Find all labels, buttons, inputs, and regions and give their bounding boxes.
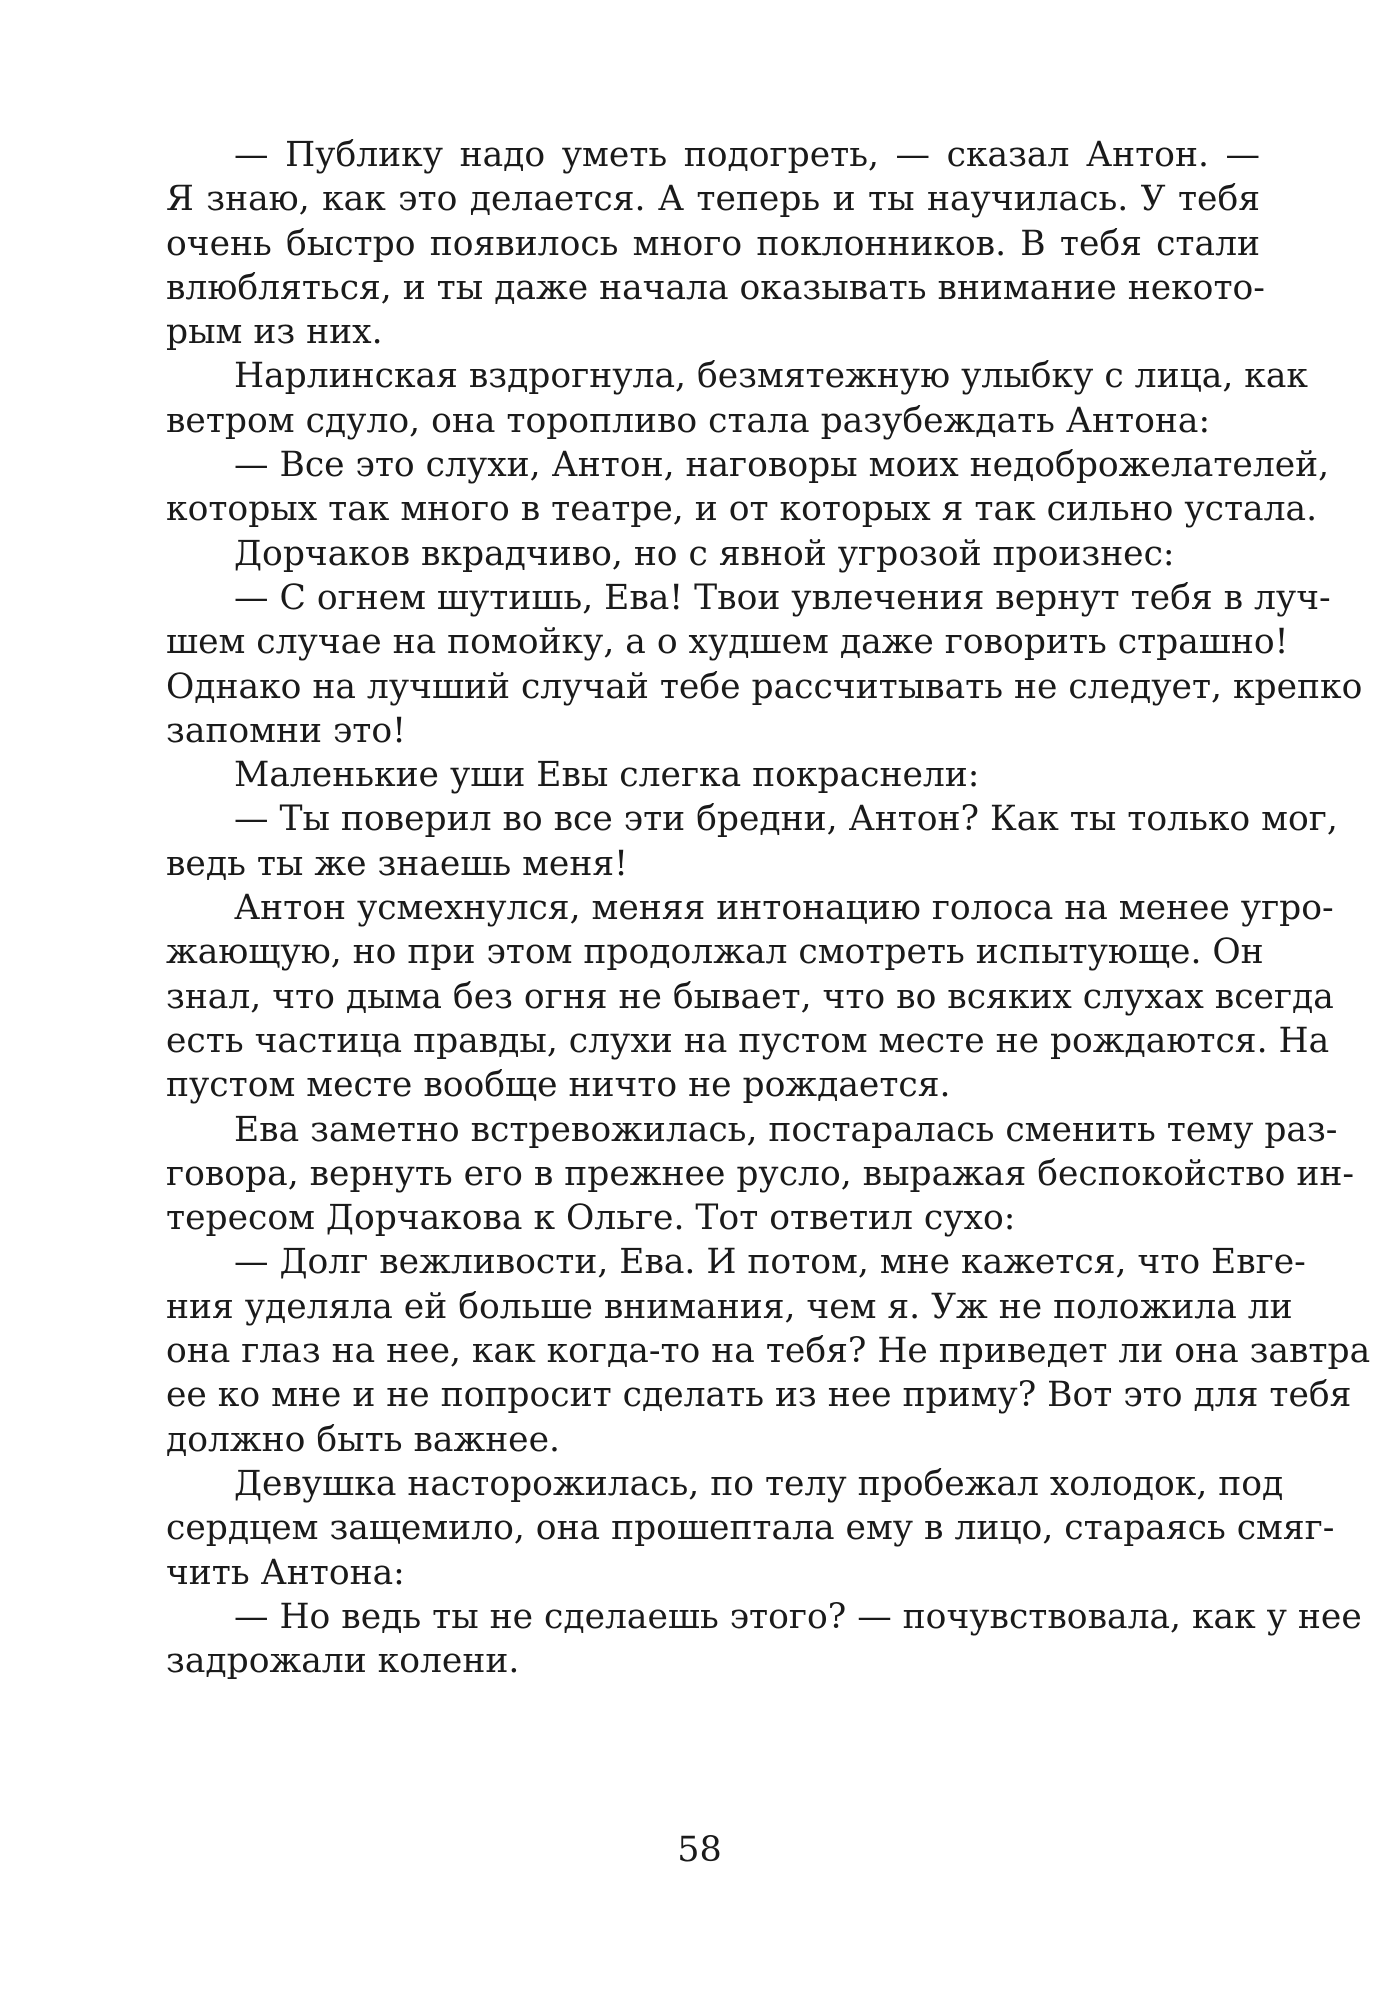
text-line: — С огнем шутишь, Ева! Твои увлечения вернут тебя в луч- (234, 577, 1331, 618)
text-line: рым из них. (166, 312, 383, 353)
text-line: жающую, но при этом продолжал смотреть испытующе. Он (166, 932, 1264, 973)
text-line: очень быстро появилось много поклонников. В тебя стали (166, 223, 1260, 264)
text-line: запомни это! (166, 710, 406, 751)
text-line: Нарлинская вздрогнула, безмятежную улыбку с лица, как (234, 356, 1308, 397)
text-line: говора, вернуть его в прежнее русло, выражая беспокойство ин- (166, 1153, 1355, 1194)
text-line: шем случае на помойку, а о худшем даже говорить страшно! (166, 622, 1289, 663)
text-line: должно быть важнее. (166, 1419, 560, 1460)
text-line: Ева заметно встревожилась, постаралась сменить тему раз- (234, 1109, 1338, 1150)
text-line: ветром сдуло, она торопливо стала разубеждать Антона: (166, 400, 1211, 441)
body-text (166, 133, 1371, 1683)
text-line: Дорчаков вкрадчиво, но с явной угрозой произнес: (234, 533, 1175, 574)
text-line: — Все это слухи, Антон, наговоры моих недоброжелателей, (234, 445, 1330, 486)
text-line: пустом месте вообще ничто не рождается. (166, 1065, 951, 1106)
text-line: — Ты поверил во все эти бредни, Антон? Как ты только мог, (234, 799, 1338, 840)
text-line: Однако на лучший случай тебе рассчитывать не следует, крепко (166, 666, 1363, 707)
text-line: влюбляться, и ты даже начала оказывать внимание некото- (166, 267, 1265, 308)
text-line: есть частица правды, слухи на пустом месте не рождаются. На (166, 1020, 1330, 1061)
text-line: чить Антона: (166, 1552, 405, 1593)
text-line: сердцем защемило, она прошептала ему в лицо, стараясь смяг- (166, 1508, 1335, 1549)
text-line: Антон усмехнулся, меняя интонацию голоса на менее угро- (234, 888, 1334, 929)
text-line: Девушка насторожилась, по телу пробежал холодок, под (234, 1463, 1284, 1504)
text-line: — Но ведь ты не сделаешь этого? — почувствовала, как у нее (234, 1596, 1362, 1637)
text-line: ведь ты же знаешь меня! (166, 843, 628, 884)
text-line: знал, что дыма без огня не бывает, что во всяких слухах всегда (166, 976, 1334, 1017)
text-line: Маленькие уши Евы слегка покраснели: (234, 755, 980, 796)
text-line: она глаз на нее, как когда-то на тебя? Не приведет ли она завтра (166, 1331, 1371, 1372)
page-number: 58 (677, 1830, 722, 1870)
text-line: — Долг вежливости, Ева. И потом, мне кажется, что Евге- (234, 1242, 1306, 1283)
text-line: ее ко мне и не попросит сделать из нее приму? Вот это для тебя (166, 1375, 1352, 1416)
text-line: задрожали колени. (166, 1641, 520, 1682)
text-line: которых так много в театре, и от которых я так сильно устала. (166, 489, 1318, 530)
text-line: ния уделяла ей больше внимания, чем я. Уж не положила ли (166, 1286, 1293, 1327)
text-line: — Публику надо уметь подогреть, — сказал Антон. — (234, 135, 1260, 175)
text-line: Я знаю, как это делается. А теперь и ты научилась. У тебя (166, 179, 1260, 220)
text-line: тересом Дорчакова к Ольге. Тот ответил сухо: (166, 1198, 1016, 1239)
